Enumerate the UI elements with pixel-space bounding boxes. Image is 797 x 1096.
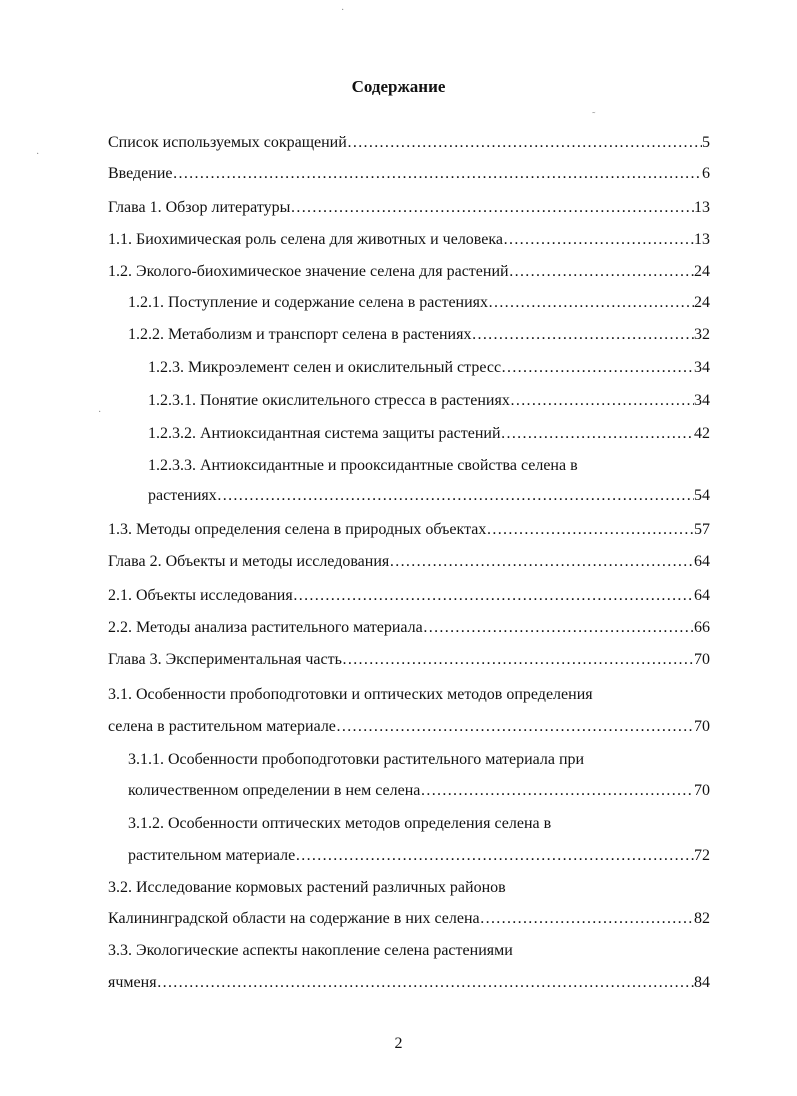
toc-entry xyxy=(108,716,710,738)
toc-entry-page: 64 xyxy=(694,587,710,604)
toc-leader-dots xyxy=(423,617,694,639)
page-number: 2 xyxy=(394,1035,403,1052)
toc-leader-dots xyxy=(501,423,694,445)
toc-entry-text: 1.2. Эколого-биохимическое значение селена для растений xyxy=(108,263,509,280)
toc-leader-dots xyxy=(173,163,703,185)
toc-leader-dots xyxy=(295,845,694,867)
toc-entry-page: 24 xyxy=(694,263,710,280)
toc-entry xyxy=(108,132,710,154)
toc-entry-text: Список используемых сокращений xyxy=(108,134,347,151)
toc-leader-dots xyxy=(480,908,694,930)
toc-leader-dots xyxy=(293,585,694,607)
toc-entry-page: 5 xyxy=(702,134,710,151)
toc-entry xyxy=(108,908,710,930)
toc-entry-text: 3.1.1. Особенности пробоподготовки растительного материала при xyxy=(128,751,585,768)
toc-entry-text: Глава 3. Экспериментальная часть xyxy=(108,651,342,668)
toc-leader-dots xyxy=(488,292,694,314)
toc-entry xyxy=(108,229,710,251)
toc-leader-dots xyxy=(509,261,694,283)
toc-entry-text: 3.1.2. Особенности оптических методов определения селена в xyxy=(128,815,552,832)
toc-entry-text: 3.2. Исследование кормовых растений различных районов xyxy=(108,879,506,896)
toc-entry-text: 1.2.3.1. Понятие окислительного стресса в растениях xyxy=(148,392,510,409)
toc-entry-page: 64 xyxy=(694,553,710,570)
toc-entry xyxy=(108,617,710,639)
toc-leader-dots xyxy=(510,390,694,412)
toc-entry-text: 2.1. Объекты исследования xyxy=(108,587,293,604)
scan-speck: · xyxy=(36,149,40,160)
toc-leader-dots xyxy=(342,649,694,671)
toc-entry xyxy=(128,845,710,867)
toc-entry-page: 13 xyxy=(694,199,710,216)
toc-entry-page: 72 xyxy=(694,847,710,864)
toc-entry-page: 34 xyxy=(694,392,710,409)
toc-entry-page: 13 xyxy=(694,231,710,248)
scan-speck: · xyxy=(341,5,345,16)
toc-entry xyxy=(108,197,710,219)
toc-entry-text: 1.3. Методы определения селена в природных объектах xyxy=(108,521,487,538)
toc-entry-page: 70 xyxy=(694,651,710,668)
page-title: Содержание xyxy=(351,77,446,96)
toc-entry-page: 24 xyxy=(694,294,710,311)
toc-entry-text: 1.2.2. Метаболизм и транспорт селена в растениях xyxy=(128,326,472,343)
toc-leader-dots xyxy=(501,357,694,379)
toc-entry-page: 6 xyxy=(702,165,710,182)
toc-entry-page: 70 xyxy=(694,718,710,735)
toc-entry-page: 70 xyxy=(694,782,710,799)
toc-entry-text: 1.1. Биохимическая роль селена для животных и человека xyxy=(108,231,503,248)
toc-entry-text: количественном определении в нем селена xyxy=(128,782,421,799)
toc-entry xyxy=(108,519,710,541)
toc-entry-text: 1.2.3. Микроэлемент селен и окислительный стресс xyxy=(148,359,502,376)
toc-entry xyxy=(108,551,710,573)
toc-entry-text: Глава 1. Обзор литературы xyxy=(108,199,291,216)
toc-entry-text: Глава 2. Объекты и методы исследования xyxy=(108,553,390,570)
toc-leader-dots xyxy=(486,519,694,541)
toc-entry-text: 3.3. Экологические аспекты накопление селена растениями xyxy=(108,942,513,959)
toc-entry-page: 84 xyxy=(694,974,710,991)
toc-entry-text: растениях xyxy=(148,487,217,504)
toc-leader-dots xyxy=(503,229,694,251)
toc-entry-page: 54 xyxy=(694,487,710,504)
toc-entry-text: 1.2.1. Поступление и содержание селена в растениях xyxy=(128,294,489,311)
toc-leader-dots xyxy=(471,324,694,346)
toc-entry xyxy=(128,292,710,314)
toc-entry xyxy=(108,585,710,607)
toc-entry xyxy=(108,163,710,185)
toc-leader-dots xyxy=(347,132,702,154)
toc-entry-page: 82 xyxy=(694,910,710,927)
toc-leader-dots xyxy=(420,780,694,802)
toc-leader-dots xyxy=(336,716,694,738)
toc-entry xyxy=(148,485,710,507)
toc-entry xyxy=(108,972,710,994)
toc-entry-text: Калининградской области на содержание в них селена xyxy=(108,910,480,927)
scan-speck: ˜ xyxy=(592,111,596,122)
scan-speck: · xyxy=(98,407,102,418)
toc-entry-text: 1.2.3.2. Антиоксидантная система защиты растений xyxy=(148,425,501,442)
toc-leader-dots xyxy=(217,485,694,507)
toc-entry-text: растительном материале xyxy=(128,847,296,864)
toc-entry-text: селена в растительном материале xyxy=(108,718,336,735)
toc-entry-page: 34 xyxy=(694,359,710,376)
toc-entry xyxy=(148,390,710,412)
toc-entry-page: 66 xyxy=(694,619,710,636)
toc-leader-dots xyxy=(389,551,694,573)
toc-entry-text: Введение xyxy=(108,165,173,182)
toc-entry-text: 2.2. Методы анализа растительного материала xyxy=(108,619,423,636)
toc-leader-dots xyxy=(157,972,694,994)
toc-entry xyxy=(128,324,710,346)
toc-entry-text: 3.1. Особенности пробоподготовки и оптических методов определения xyxy=(108,686,593,703)
toc-entry-page: 32 xyxy=(694,326,710,343)
toc-entry-page: 42 xyxy=(694,425,710,442)
toc-entry-text: 1.2.3.3. Антиоксидантные и прооксидантные свойства селена в xyxy=(148,457,578,474)
toc-entry-page: 57 xyxy=(694,521,710,538)
toc-entry xyxy=(108,649,710,671)
toc-entry-text: ячменя xyxy=(108,974,157,991)
toc-entry xyxy=(148,357,710,379)
toc-entry xyxy=(128,780,710,802)
toc-entry xyxy=(108,261,710,283)
toc-entry xyxy=(148,423,710,445)
toc-leader-dots xyxy=(290,197,694,219)
